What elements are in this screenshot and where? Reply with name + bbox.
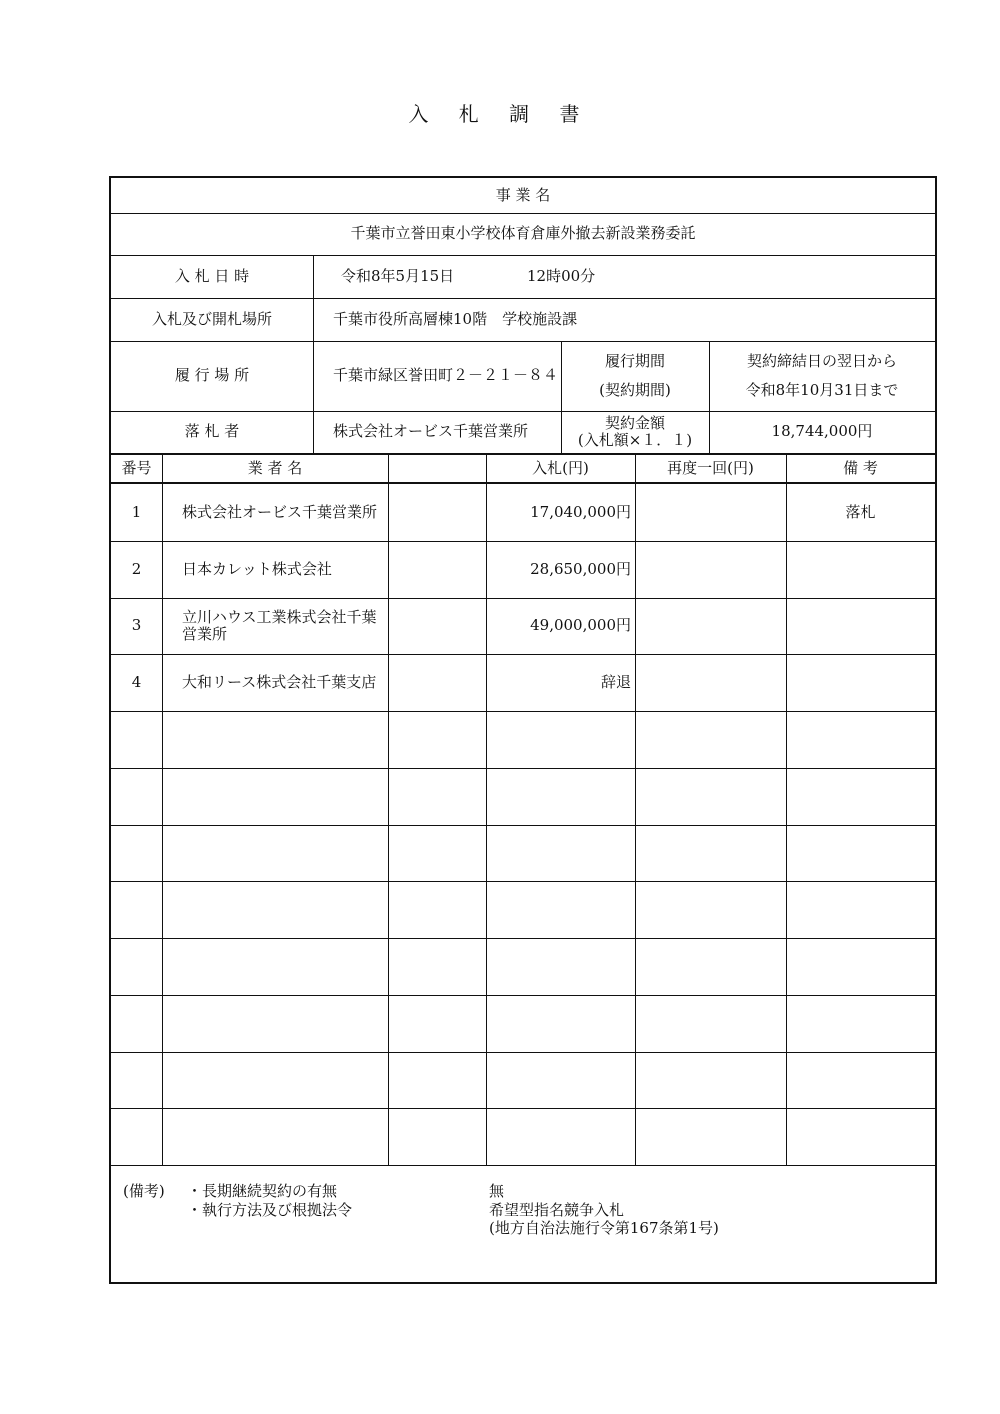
period-label-cell — [561, 341, 709, 411]
bid-extra — [388, 711, 486, 768]
bid-amount: 49,000,000円 — [530, 616, 631, 635]
project-name: 千葉市立誉田東小学校体育倉庫外撤去新設業務委託 — [350, 224, 696, 243]
bid-company — [162, 1108, 388, 1165]
remarks-label: (備考) — [123, 1182, 165, 1200]
rebid-amount — [635, 541, 786, 598]
bid-extra — [388, 484, 486, 541]
bid-datetime-label: 入 札 日 時 — [174, 266, 250, 285]
venue-label: 入札及び開札場所 — [151, 309, 272, 328]
period-start: 契約締結日の翌日から — [746, 351, 897, 370]
col-header-number: 番号 — [121, 458, 152, 477]
row-divider — [111, 768, 935, 769]
bid-number: 2 — [131, 559, 142, 578]
row-divider — [111, 1108, 935, 1109]
bid-time: 12時00分 — [527, 266, 596, 285]
bid-extra — [388, 938, 486, 995]
bid-company: 立川ハウス工業株式会社千葉営業所 — [182, 607, 377, 643]
bid-extra — [388, 598, 486, 655]
bid-company: 株式会社オービス千葉営業所 — [182, 502, 378, 521]
bid-report-frame — [109, 176, 937, 1284]
bid-remark — [786, 654, 935, 711]
rebid-amount — [635, 995, 786, 1052]
rebid-amount — [635, 484, 786, 541]
bid-company — [162, 768, 388, 825]
rebid-amount — [635, 938, 786, 995]
bid-remark — [786, 881, 935, 938]
row-divider — [111, 541, 935, 542]
bid-extra — [388, 881, 486, 938]
bid-amount — [486, 768, 635, 825]
bid-amount — [486, 881, 635, 938]
period-value-cell — [709, 341, 935, 411]
bid-company — [162, 825, 388, 882]
document-title: 入 札 調 書 — [408, 102, 592, 126]
column-divider — [486, 455, 487, 1165]
bid-remark: 落札 — [845, 502, 876, 521]
location-label: 履 行 場 所 — [174, 366, 250, 385]
bid-company: 日本カレット株式会社 — [182, 559, 332, 578]
column-divider — [786, 455, 787, 1165]
rebid-amount — [635, 1108, 786, 1165]
bid-amount — [486, 995, 635, 1052]
bid-company — [162, 938, 388, 995]
period-label: 履行期間 — [604, 351, 665, 370]
col-header-bid: 入札(円) — [532, 458, 589, 477]
bid-number: 1 — [131, 502, 142, 521]
rebid-amount — [635, 711, 786, 768]
bid-remark — [786, 711, 935, 768]
col-header-rebid: 再度一回(円) — [667, 458, 754, 477]
bid-number — [111, 711, 162, 768]
bid-remark — [786, 938, 935, 995]
bid-company: 大和リース株式会社千葉支店 — [182, 673, 377, 691]
bid-number — [111, 768, 162, 825]
bid-amount: 28,650,000円 — [530, 559, 631, 578]
rebid-amount — [635, 1052, 786, 1109]
bid-remark — [786, 1108, 935, 1165]
bid-extra — [388, 825, 486, 882]
bid-company — [162, 881, 388, 938]
bid-company — [162, 995, 388, 1052]
period-end: 令和8年10月31日まで — [745, 380, 899, 399]
row-divider — [111, 598, 935, 599]
remarks-item2-label: ・執行方法及び根拠法令 — [187, 1201, 353, 1219]
column-divider — [388, 455, 389, 1165]
bid-amount — [486, 938, 635, 995]
rebid-amount — [635, 654, 786, 711]
bid-amount — [486, 1108, 635, 1165]
rebid-amount — [635, 825, 786, 882]
column-divider — [635, 455, 636, 1165]
remarks-item1-label: ・長期継続契約の有無 — [187, 1182, 338, 1200]
bid-date: 令和8年5月15日 — [341, 266, 455, 285]
bid-extra — [388, 768, 486, 825]
row-divider — [111, 938, 935, 939]
bid-extra — [388, 1052, 486, 1109]
bid-number — [111, 1052, 162, 1109]
col-header-company: 業 者 名 — [247, 458, 303, 477]
location: 千葉市緑区誉田町２－２１－８４ — [333, 366, 559, 385]
amount-label-cell — [561, 411, 709, 453]
bid-number — [111, 825, 162, 882]
remarks-item2-value-sub: (地方自治法施行令第167条第1号) — [489, 1219, 719, 1237]
bid-company — [162, 711, 388, 768]
bid-amount — [486, 825, 635, 882]
bid-number — [111, 1108, 162, 1165]
bid-number — [111, 995, 162, 1052]
bid-remark — [786, 768, 935, 825]
bid-company — [162, 1052, 388, 1109]
bid-number: 4 — [131, 673, 142, 691]
bid-number — [111, 881, 162, 938]
rebid-amount — [635, 598, 786, 655]
amount-label-sub: (入札額×１．１) — [577, 431, 693, 449]
remarks-item1-value: 無 — [489, 1182, 505, 1200]
winner-label: 落 札 者 — [184, 422, 240, 441]
bid-remark — [786, 541, 935, 598]
period-label-sub: (契約期間) — [599, 380, 671, 399]
rebid-amount — [635, 768, 786, 825]
bid-amount: 17,040,000円 — [530, 502, 631, 521]
rebid-amount — [635, 881, 786, 938]
bid-extra — [388, 654, 486, 711]
amount-label: 契約金額 — [604, 413, 665, 432]
bid-remark — [786, 995, 935, 1052]
bid-amount — [486, 711, 635, 768]
contract-amount: 18,744,000円 — [771, 422, 873, 441]
table-bottom-divider — [111, 1165, 935, 1166]
project-header: 事 業 名 — [495, 185, 551, 204]
bid-remark — [786, 1052, 935, 1109]
bid-extra — [388, 1108, 486, 1165]
col-header-extra — [388, 455, 486, 482]
venue: 千葉市役所高層棟10階 学校施設課 — [333, 309, 578, 328]
bid-remark — [786, 598, 935, 655]
row-divider — [111, 1052, 935, 1053]
row-divider — [111, 711, 935, 712]
winner: 株式会社オービス千葉営業所 — [333, 422, 529, 441]
bid-amount — [486, 1052, 635, 1109]
row-divider — [111, 995, 935, 996]
bid-extra — [388, 541, 486, 598]
bid-remark — [786, 825, 935, 882]
column-divider — [162, 455, 163, 1165]
bid-amount: 辞退 — [600, 673, 631, 691]
bid-number — [111, 938, 162, 995]
remarks-item2-value: 希望型指名競争入札 — [489, 1201, 625, 1219]
row-divider — [111, 654, 935, 655]
bid-number: 3 — [131, 616, 142, 635]
col-header-remarks: 備 考 — [843, 458, 878, 477]
row-divider — [111, 881, 935, 882]
row-divider — [111, 825, 935, 826]
bid-extra — [388, 995, 486, 1052]
